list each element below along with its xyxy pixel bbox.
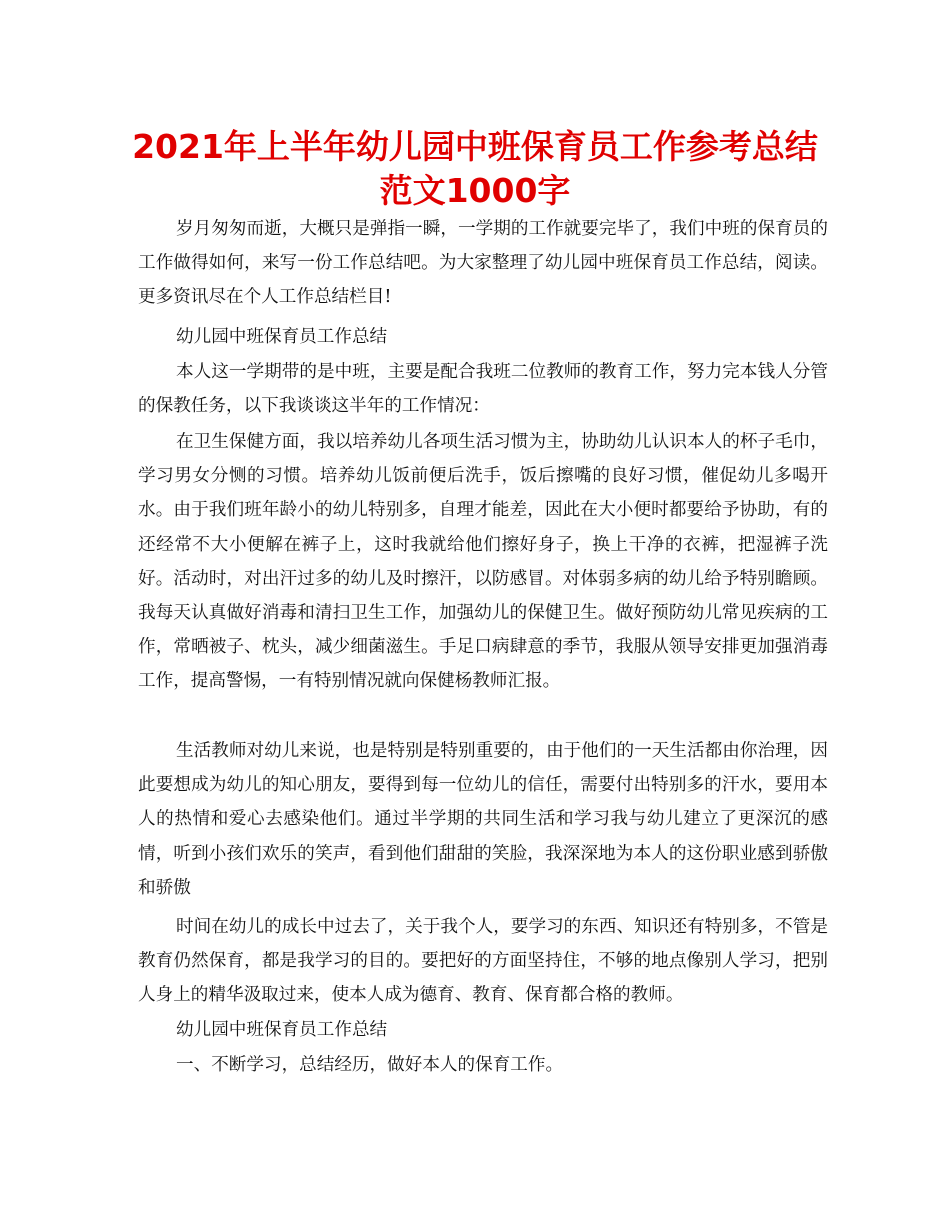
section-heading-2: 幼儿园中班保育员工作总结 xyxy=(176,1020,388,1040)
document-title-line-1: 2021年上半年幼儿园中班保育员工作参考总结 xyxy=(132,127,818,166)
document-title-line-2: 范文1000字 xyxy=(379,171,571,210)
section-heading-1: 幼儿园中班保育员工作总结 xyxy=(176,327,388,347)
body-paragraph-hygiene: 在卫生保健方面，我以培养幼儿各项生活习惯为主，协助幼儿认识本人的杯子毛巾，学习男女分恻的习惯。培养幼儿饭前便后洗手，饭后擦嘴的良好习惯，催促幼儿多喝开水。由于我们班年龄小的幼儿特别多，自理才能差，因此在大小便时都要给予协助，有的还经常不大小便解在裤子上，这时我就给他们擦好身子，换上干净的衣裤，把湿裤子洗好。活动时，对出汗过多的幼儿及时擦汗，以防感冒。对体弱多病的幼儿给予特别瞻顾。我每天认真做好消毒和清扫卫生工作，加强幼儿的保健卫生。做好预防幼儿常见疾病的工作，常晒被子、枕头，减少细菌滋生。手足口病肆意的季节，我服从领导安排更加强消毒工作，提高警惕，一有特别情况就向保健杨教师汇报。 xyxy=(138,432,828,692)
list-item-1: 一、不断学习，总结经历，做好本人的保育工作。 xyxy=(176,1055,564,1075)
body-paragraph-life-teacher: 生活教师对幼儿来说，也是特别是特别重要的，由于他们的一天生活都由你治理，因此要想成为幼儿的知心朋友，要得到每一位幼儿的信任，需要付出特别多的汗水，要用本人的热情和爱心去感染他们。通过半学期的共同生活和学习我与幼儿建立了更深沉的感情，听到小孩们欢乐的笑声，看到他们甜甜的笑脸，我深深地为本人的这份职业感到骄傲和骄傲 xyxy=(138,741,828,898)
body-paragraph-growth: 时间在幼儿的成长中过去了，关于我个人，要学习的东西、知识还有特别多，不管是教育仍然保育，都是我学习的目的。要把好的方面坚持住，不够的地点像别人学习，把别人身上的精华汲取过来，使本人成为德育、教育、保育都合格的教师。 xyxy=(138,917,828,1006)
body-paragraph-overview: 本人这一学期带的是中班，主要是配合我班二位教师的教育工作，努力完本钱人分管的保教任务，以下我谈谈这半年的工作情况： xyxy=(138,362,828,417)
body-paragraph-intro: 岁月匆匆而逝，大概只是弹指一瞬，一学期的工作就要完毕了，我们中班的保育员的工作做得如何，来写一份工作总结吧。为大家整理了幼儿园中班保育员工作总结，阅读。更多资讯尽在个人工作总结栏目! xyxy=(138,219,828,308)
